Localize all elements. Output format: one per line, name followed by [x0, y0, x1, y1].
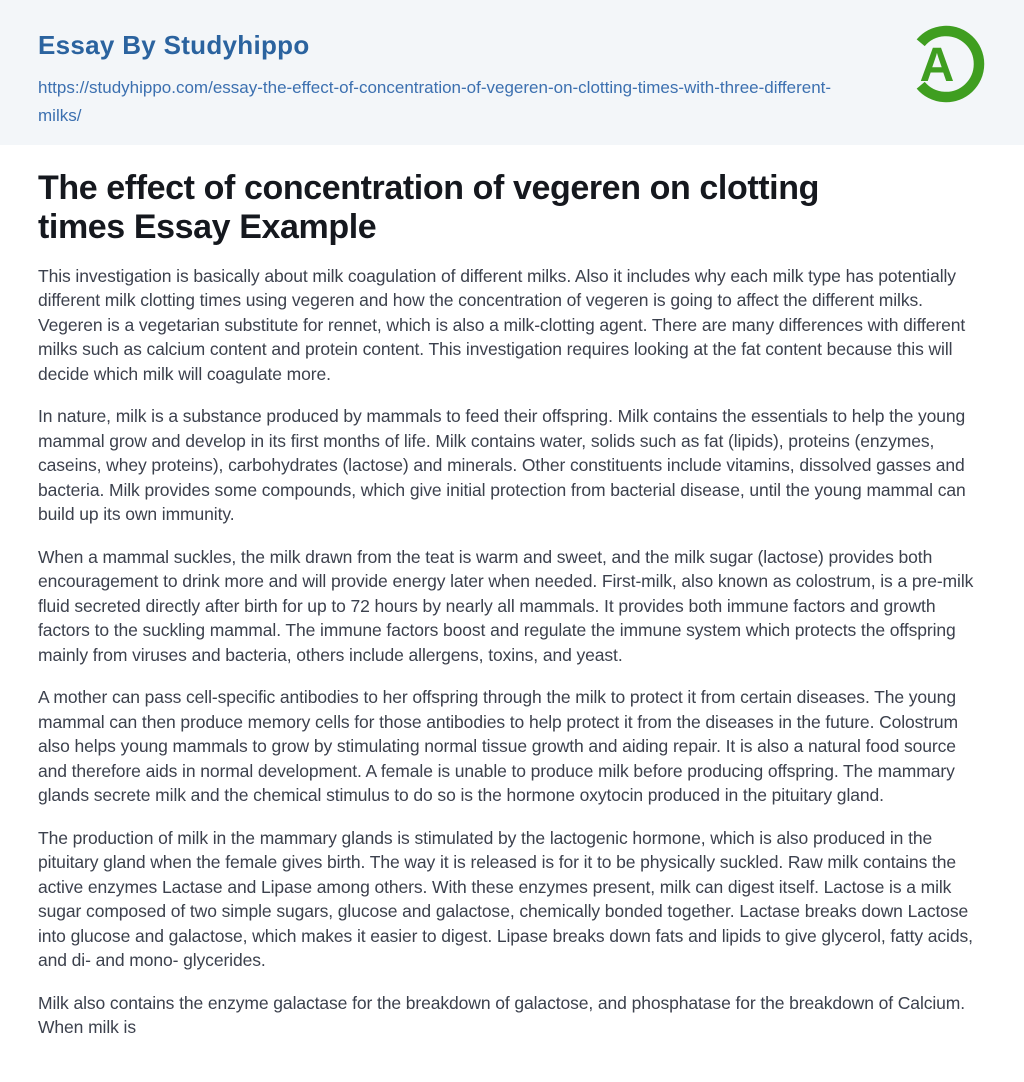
essay-paragraph: When a mammal suckles, the milk drawn from the teat is warm and sweet, and the milk sugar (lactose) provides both encouragement to drink more and will provide energy later when needed. First-milk, also known as colostrum, is a pre-milk fluid secreted directly after birth for up to 72 hours by nearly all mammals. It provides both immune factors and growth factors to the suckling mammal. The immune factors boost and regulate the immune system which protects the offspring mainly from viruses and bacteria, others include allergens, toxins, and yeast.: [38, 546, 974, 665]
essay-paragraph: This investigation is basically about milk coagulation of different milks. Also it includes why each milk type has potentially different milk clotting times using vegeren and how the concentration of vegeren is going to affect the different milks. Vegeren is a vegetarian substitute for rennet, which is also a milk-clotting agent. There are many differences with different milks such as calcium content and protein content. This investigation requires looking at the fat content because this will decide which milk will coagulate more.: [38, 265, 966, 384]
essay-paragraph: The production of milk in the mammary glands is stimulated by the lactogenic hormone, which is also produced in the pituitary gland when the female gives birth. The way it is released is for it to be physically suckled. Raw milk contains the active enzymes Lactase and Lipase among others. With these enzymes present, milk can digest itself. Lactose is a milk sugar composed of two simple sugars, glucose and galactose, chemically bonded together. Lactase breaks down Lactose into glucose and galactose, which makes it easier to digest. Lipase breaks down fats and lipids to give glycerol, fatty acids, and di- and mono- glycerides.: [38, 827, 973, 970]
essay-content: [0, 169, 1024, 1040]
site-header: [0, 0, 1024, 145]
essay-paragraph: In nature, milk is a substance produced by mammals to feed their offspring. Milk contains the essentials to help the young mammal grow and develop in its first months of life. Milk contains water, solids such as fat (lipids), proteins (enzymes, caseins, whey proteins), carbohydrates (lactose) and minerals. Other constituents include vitamins, dissolved gasses and bacteria. Milk provides some compounds, which give initial protection from bacterial disease, until the young mammal can build up its own immunity.: [38, 406, 966, 524]
essay-title: The effect of concentration of vegeren on clotting times Essay Example: [38, 169, 819, 246]
logo-letter: A: [919, 39, 955, 92]
site-title: Essay By Studyhippo: [38, 30, 310, 60]
essay-paragraph: Milk also contains the enzyme galactase for the breakdown of galactose, and phosphatase for the breakdown of Calcium. When milk is: [38, 992, 966, 1037]
studyhippo-logo-icon: [904, 12, 988, 124]
studyhippo-logo: [904, 12, 988, 124]
essay-paragraph: A mother can pass cell-specific antibodies to her offspring through the milk to protect it from certain diseases. The young mammal can then produce memory cells for those antibodies to help protect it from the diseases in the future. Colostrum also helps young mammals to grow by stimulating normal tissue growth and aiding repair. It is also a natural food source and therefore aids in normal development. A female is unable to produce milk before producing offspring. The mammary glands secrete milk and the chemical stimulus to do so is the hormone oxytocin produced in the pituitary gland.: [38, 687, 958, 805]
page-url-link[interactable]: https://studyhippo.com/essay-the-effect-of-concentration-of-vegeren-on-clotting-times-with-three-different-milks/: [38, 78, 832, 125]
